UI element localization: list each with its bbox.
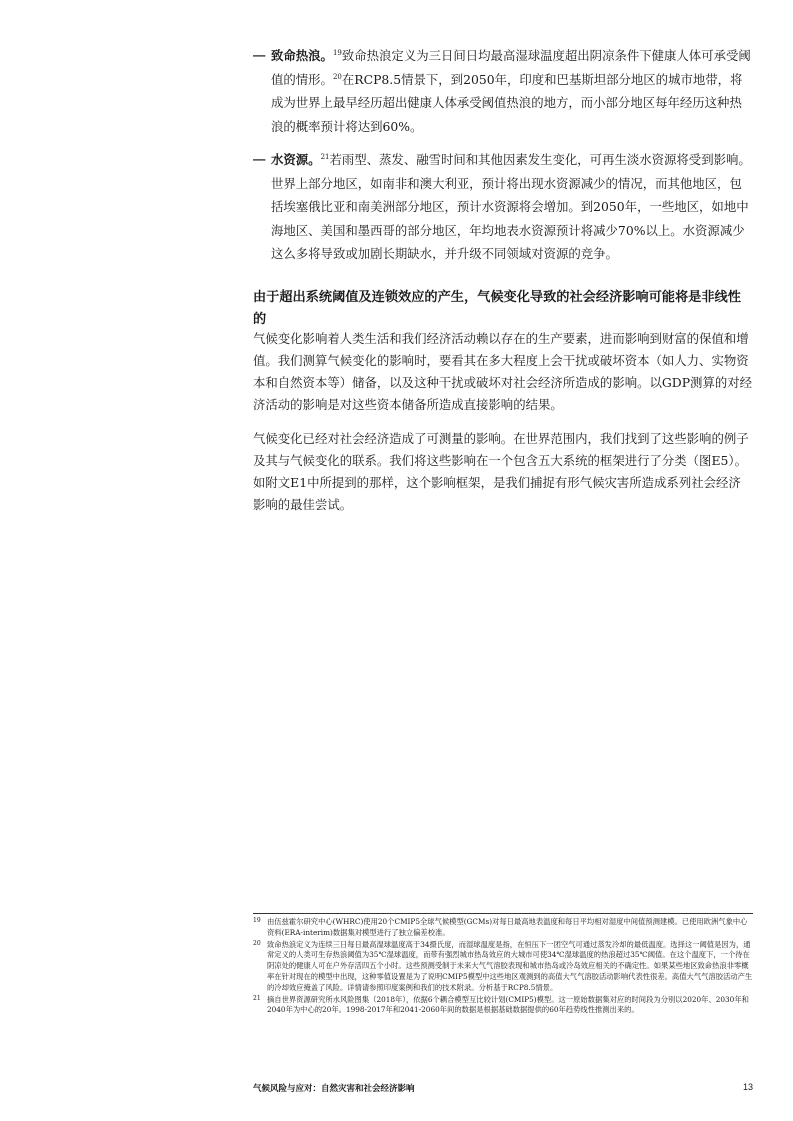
section-heading: 由于超出系统阈值及连锁效应的产生，气候变化导致的社会经济影响可能将是非线性的	[253, 290, 741, 327]
bullet-text	[271, 44, 753, 138]
bullet-body: 致命热浪定义为三日间日均最高湿球温度超出阴凉条件下健康人体可承受阈值的情形。	[271, 48, 751, 87]
bullet-dash: —	[253, 48, 266, 62]
footnote-divider	[253, 913, 753, 914]
footnote-text: 由伍兹霍尔研究中心(WHRC)使用20个CMIP5全球气候模型(GCMs)对每日最高地表温度和每日平均相对湿度中间值预测建模。已使用欧洲气象中心资料(ERA-interim)数据集对模型进行了独立偏差校准。	[267, 917, 748, 937]
footnote-text: 致命热浪定义为连续三日每日最高湿球温度高于34摄氏度，而湿球温度是指，在恒压下一团空气可通过蒸发冷却的最低温度。选择这一阈值是因为，通常定义的人类可生存热浪阈值为35℃湿球温度，而带有强烈城市热岛效应的大城市可使34℃湿球温度的热浪超过35℃阈值。在这个温度下，一个待在阴凉处的健康人可在户外存活四五个小时。这些预测受制于未来大气气溶胶表现和城市热岛或冷岛效应相关的不确定性。如果某些地区致命热浪非零概率在针对现在的模型中出现，这种零值设置是为了说明CMIP5模型中这些地区观测到的高值大气气溶胶活动影响代表性很差。高值大气气溶胶活动产生的冷却效应掩盖了风险。详情请参照印度案例和我们的技术附录。分析基于RCP8.5情景。	[267, 939, 753, 992]
body-paragraph: 气候变化影响着人类生活和我们经济活动赖以存在的生产要素，进而影响到财富的保值和增值。我们测算气候变化的影响时，要看其在多大程度上会干扰或破坏资本（如人力、实物资本和自然资本等）储备，以及这种干扰或破坏对社会经济所造成的影响。以GDP测算的对经济活动的影响是对这些资本储备所造成直接影响的结果。	[253, 331, 753, 412]
bullet-water-resources	[253, 148, 753, 266]
bullet-deadly-heatwave	[253, 44, 753, 138]
bullet-dash: —	[253, 152, 266, 166]
footnote-number: 21	[253, 994, 261, 1002]
footnote-item	[253, 995, 753, 1017]
footnote-ref[interactable]: 20	[332, 72, 342, 81]
page-number: 13	[742, 1082, 753, 1092]
body-paragraph: 气候变化已经对社会经济造成了可测量的影响。在世界范围内，我们找到了这些影响的例子及其与气候变化的联系。我们将这些影响在一个包含五大系统的框架进行了分类（图E5）。如附文E1中所提到的那样，这个影响框架，是我们捕捉有形气候灾害所造成系列社会经济影响的最佳尝试。	[253, 431, 749, 512]
bullet-term: 水资源。	[271, 152, 321, 167]
footnote-number: 20	[253, 939, 261, 947]
bullet-body: 若雨型、蒸发、融雪时间和其他因素发生变化，可再生淡水资源将受到影响。世界上部分地区，如南非和澳大利亚，预计将出现水资源减少的情况，而其他地区，包括埃塞俄比亚和南美洲部分地区，预计水资源将会增加。到2050年，一些地区，如地中海地区、美国和墨西哥的部分地区，年均地表水资源预计将减少70%以上。水资源减少这么多将导致或加剧长期缺水，并升级不同领域对资源的竞争。	[271, 152, 751, 261]
footnote-item	[253, 940, 753, 994]
footnote-text: 摘自世界资源研究所水风险图集（2018年），依据6个耦合模型互比较计划(CMIP5)模型。这一原始数据集对应的时间段为分别以2020年、2030年和2040年为中心的20年。1998-2017年和2041-2060年间的数据是根据基础数据提供的60年趋势线性推测出来的。	[267, 994, 749, 1015]
bullet-text	[271, 148, 753, 266]
bullet-body: 在RCP8.5情景下，到2050年，印度和巴基斯坦部分地区的城市地带，将成为世界上最早经历超出健康人体承受阈值热浪的地方，而小部分地区每年经历这种热浪的概率预计将达到60%。	[271, 71, 743, 134]
footnote-ref[interactable]: 21	[320, 152, 330, 161]
footnote-number: 19	[253, 917, 261, 924]
footer-title: 气候风险与应对：自然灾害和社会经济影响	[253, 1084, 415, 1094]
footnotes	[253, 917, 753, 1017]
footnote-item	[253, 917, 753, 939]
bullet-term: 致命热浪。	[271, 48, 333, 63]
footnote-ref[interactable]: 19	[332, 48, 342, 57]
